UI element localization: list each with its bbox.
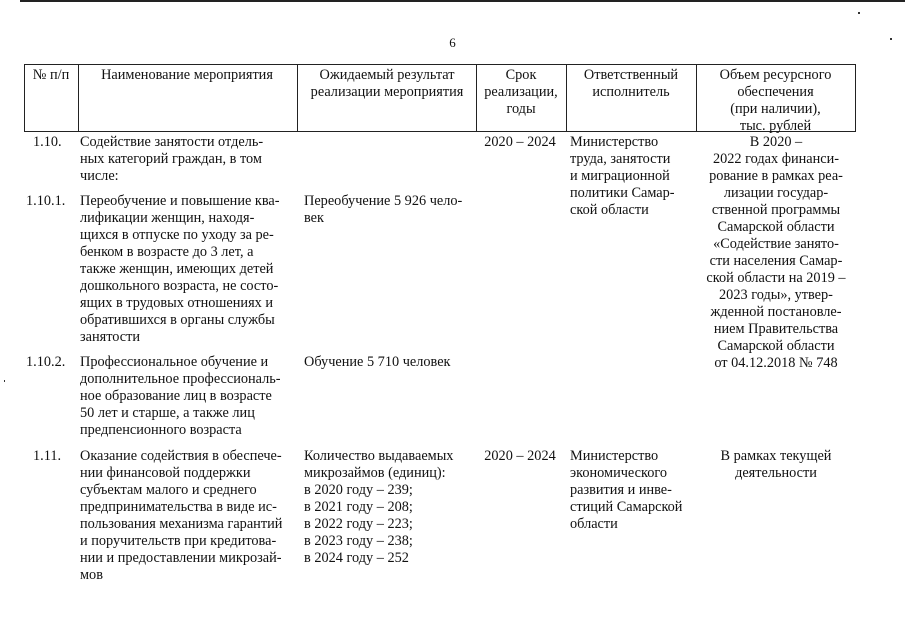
cell-volume: Самарской области [717,338,835,354]
cell-name: мов [80,567,103,583]
cell-volume: деятельности [735,465,817,481]
header-name: Наименование мероприятия [101,67,273,83]
cell-volume: лизации государ- [723,185,829,201]
cell-name: 50 лет и старше, а также лиц [80,405,255,421]
cell-volume: рование в рамках реа- [709,168,843,184]
cell-term: 2020 – 2024 [484,134,556,150]
cell-name: Профессиональное обучение и [80,354,269,370]
row-number: 1.11. [33,448,62,464]
row-number: 1.10.1. [26,193,66,209]
row-number: 1.10. [33,134,62,150]
cell-name: пользования механизма гарантий [80,516,283,532]
cell-volume: В рамках текущей [720,448,832,464]
cell-executor: труда, занятости [570,151,671,167]
cell-volume: В 2020 – [749,134,803,150]
cell-name: нии и предоставлении микрозай- [80,550,282,566]
cell-volume: нием Правительства [713,321,839,337]
header-executor: исполнитель [592,84,670,100]
cell-result: в 2023 году – 238; [304,533,413,549]
header-num: № п/п [32,67,70,83]
cell-name: числе: [80,168,119,184]
header-volume: Объем ресурсного [719,67,832,83]
cell-result: в 2020 году – 239; [304,482,413,498]
cell-name: дошкольного возраста, не состо- [80,278,279,294]
cell-volume: сти населения Самар- [709,253,843,269]
page-number: 6 [449,35,456,50]
header-volume: обеспечения [737,84,814,100]
cell-name: лификации женщин, находя- [80,210,255,226]
cell-name: также женщин, имеющих детей [80,261,274,277]
header-result: Ожидаемый результат [319,67,455,83]
header-rule-top [24,64,855,65]
cell-name: Оказание содействия в обеспече- [80,448,282,464]
cell-name: щихся в отпуске по уходу за ре- [80,227,274,243]
header-column-divider [78,64,79,132]
cell-name: нии финансовой поддержки [80,465,251,481]
cell-name: ное образование лиц в возрасте [80,388,272,404]
cell-volume: ской области на 2019 – [706,270,846,286]
cell-result: в 2024 году – 252 [304,550,409,566]
cell-executor: экономического [570,465,667,481]
row-number: 1.10.2. [26,354,66,370]
cell-volume: 2022 годах финанси- [712,151,840,167]
header-term: годы [506,101,536,117]
cell-executor: стиций Самарской [570,499,683,515]
cell-result: Обучение 5 710 человек [304,354,451,370]
cell-name: занятости [80,329,141,345]
cell-executor: Министерство [570,134,659,150]
cell-volume: жденной постановле- [710,304,842,320]
cell-result: Количество выдаваемых [304,448,454,464]
cell-name: субъектам малого и среднего [80,482,257,498]
cell-result: в 2021 году – 208; [304,499,413,515]
cell-volume: «Содействие занято- [713,236,839,252]
cell-name: Содействие занятости отдель- [80,134,264,150]
header-result: реализации мероприятия [310,84,464,100]
header-column-divider [855,64,856,132]
cell-executor: развития и инве- [570,482,672,498]
cell-name: дополнительное профессиональ- [80,371,281,387]
header-volume: тыс. рублей [739,118,812,134]
cell-executor: ской области [570,202,649,218]
cell-term: 2020 – 2024 [484,448,556,464]
cell-name: и поручительств при кредитова- [80,533,277,549]
scan-speck [858,12,860,14]
cell-volume: от 04.12.2018 № 748 [714,355,838,371]
cell-executor: и миграционной [570,168,670,184]
header-term: реализации, [484,84,558,100]
cell-result: в 2022 году – 223; [304,516,413,532]
cell-name: предпенсионного возраста [80,422,242,438]
cell-name: обратившихся в органы службы [80,312,275,328]
header-executor: Ответственный [583,67,679,83]
cell-executor: области [570,516,618,532]
top-border-rule [20,0,905,2]
scan-speck [4,380,5,382]
cell-volume: ственной программы [711,202,841,218]
header-column-divider [297,64,298,132]
cell-name: Переобучение и повышение ква- [80,193,280,209]
cell-name: бенком в возрасте до 3 лет, а [80,244,254,260]
cell-result: век [304,210,324,226]
cell-result: микрозаймов (единиц): [304,465,446,481]
cell-volume: Самарской области [717,219,835,235]
cell-executor: политики Самар- [570,185,675,201]
cell-name: предпринимательства в виде ис- [80,499,277,515]
cell-result: Переобучение 5 926 чело- [304,193,463,209]
header-volume: (при наличии), [730,101,821,117]
cell-volume: 2023 годы», утвер- [719,287,833,303]
cell-name: ящих в трудовых отношениях и [80,295,274,311]
cell-name: ных категорий граждан, в том [80,151,262,167]
header-term: Срок [505,67,537,83]
cell-executor: Министерство [570,448,659,464]
